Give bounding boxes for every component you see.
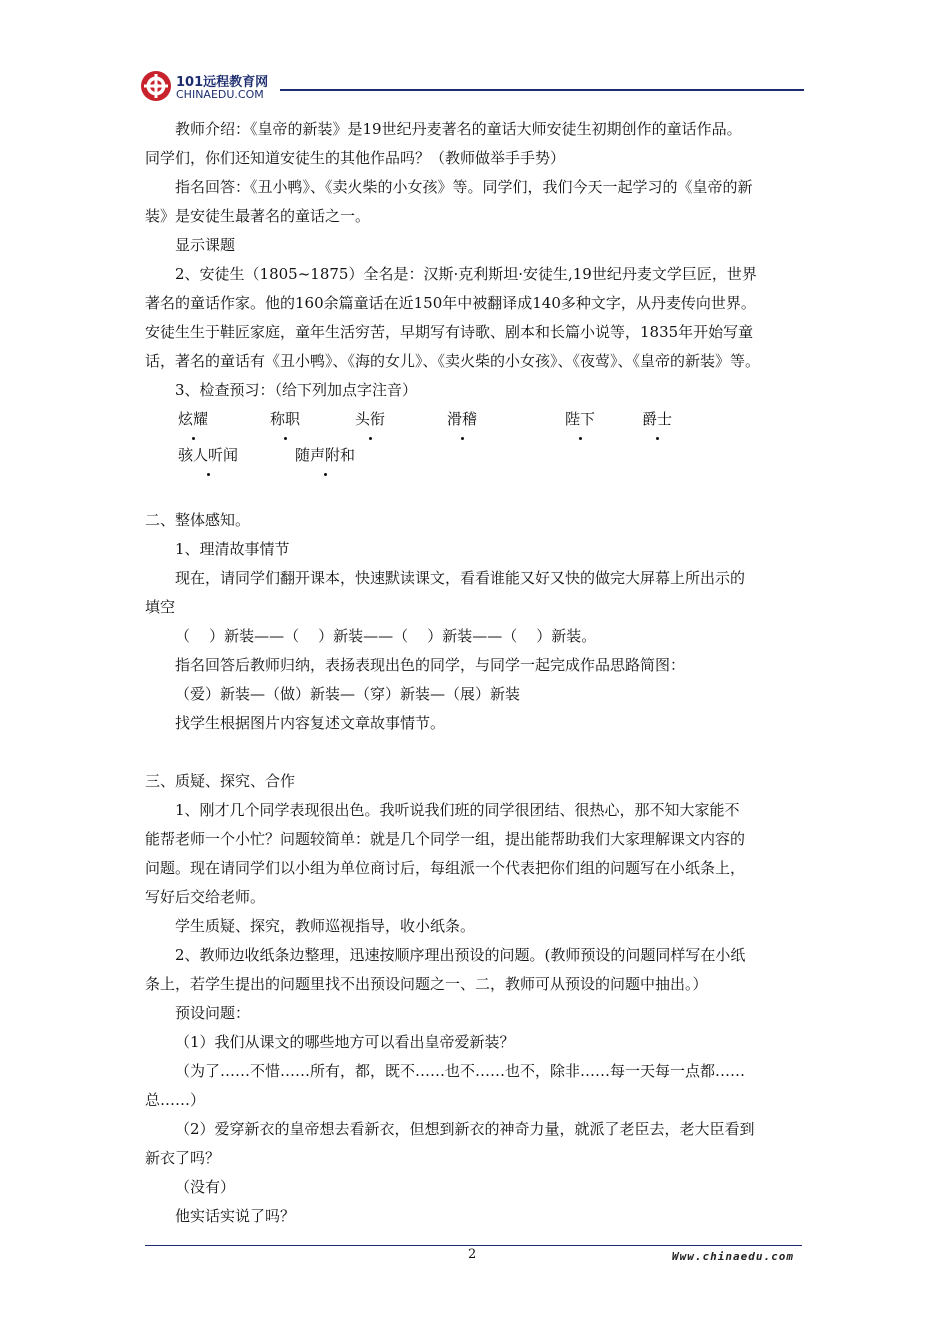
paragraph: 1、理清故事情节 [175, 540, 290, 558]
paragraph: （1）我们从课文的哪些地方可以看出皇帝爱新装？ [175, 1033, 515, 1051]
paragraph: 2、安徒生（1805~1875）全名是：汉斯·克利斯坦·安徒生,19世纪丹麦文学巨匠，世界 [175, 265, 757, 283]
paragraph: （ ）新装——（ ）新装——（ ）新装——（ ）新装。 [175, 627, 597, 645]
logo-chinese-text: 101远程教育网 [176, 75, 269, 90]
paragraph: 显示课题 [175, 236, 236, 254]
paragraph: 写好后交给老师。 [145, 888, 266, 906]
paragraph: 他实话实说了吗？ [175, 1207, 296, 1225]
vocab-word: 炫耀 [178, 405, 208, 434]
paragraph: 话，著名的童话有《丑小鸭》、《海的女儿》、《卖火柴的小女孩》、《夜莺》、《皇帝的新装》等。 [145, 352, 761, 370]
paragraph: 安徒生生于鞋匠家庭，童年生活穷苦，早期写有诗歌、剧本和长篇小说等，1835年开始写童 [145, 323, 754, 341]
vocab-word: 陛下 [565, 405, 595, 434]
vocab-word: 随声附和 [295, 441, 355, 470]
paragraph: （爱）新装—（做）新装—（穿）新装—（展）新装 [175, 685, 521, 703]
paragraph: 指名回答后教师归纳，表扬表现出色的同学，与同学一起完成作品思路简图： [175, 656, 686, 674]
vocab-word: 头衔 [355, 405, 385, 434]
vocab-word: 骇人听闻 [178, 441, 238, 470]
vocab-row [145, 405, 810, 441]
paragraph: 找学生根据图片内容复述文章故事情节。 [175, 714, 446, 732]
paragraph: 能帮老师一个小忙？问题较简单：就是几个同学一组，提出能帮助我们大家理解课文内容的 [145, 830, 746, 848]
paragraph: 指名回答：《丑小鸭》、《卖火柴的小女孩》等。同学们，我们今天一起学习的《皇帝的新 [175, 178, 753, 196]
paragraph: 条上，若学生提出的问题里找不出预设问题之一、二，教师可从预设的问题中抽出。） [145, 975, 708, 993]
paragraph: （为了……不惜……所有，都，既不……也不……也不，除非……每一天每一点都…… [175, 1062, 746, 1080]
logo-emblem-icon [140, 70, 172, 102]
vocab-word: 称职 [270, 405, 300, 434]
paragraph: 问题。现在请同学们以小组为单位商讨后，每组派一个代表把你们组的问题写在小纸条上， [145, 859, 746, 877]
page-number: 2 [468, 1247, 477, 1262]
paragraph: 预设问题： [175, 1004, 251, 1022]
paragraph: 2、教师边收纸条边整理，迅速按顺序理出预设的问题。(教师预设的问题同样写在小纸 [175, 946, 746, 964]
logo-english-text: CHINAEDU.COM [176, 88, 264, 101]
site-logo [140, 68, 280, 104]
paragraph: 同学们，你们还知道安徒生的其他作品吗？（教师做举手手势） [145, 149, 566, 167]
vocab-word: 爵士 [642, 405, 672, 434]
vocab-row [145, 441, 810, 477]
paragraph: 教师介绍：《皇帝的新装》是19世纪丹麦著名的童话大师安徒生初期创作的童话作品。 [175, 120, 742, 138]
section-heading: 三、质疑、探究、合作 [145, 772, 296, 790]
spacer [145, 477, 810, 506]
section-heading: 二、整体感知。 [145, 511, 251, 529]
paragraph: 3、检查预习：（给下列加点字注音） [175, 381, 418, 399]
paragraph: 总……） [145, 1091, 206, 1109]
document-body [145, 115, 810, 1231]
footer-divider [145, 1245, 802, 1246]
spacer [145, 738, 810, 767]
paragraph: 学生质疑、探究，教师巡视指导，收小纸条。 [175, 917, 476, 935]
paragraph: 现在，请同学们翻开课本，快速默读课文，看看谁能又好又快的做完大屏幕上所出示的 [175, 569, 746, 587]
footer-site-url: Www.chinaedu.com [672, 1250, 794, 1263]
paragraph: 著名的童话作家。他的160余篇童话在近150年中被翻译成140多种文字，从丹麦传向世界。 [145, 294, 756, 312]
paragraph: 新衣了吗？ [145, 1149, 221, 1167]
vocab-word: 滑稽 [447, 405, 477, 434]
paragraph: 填空 [145, 598, 176, 616]
paragraph: （没有） [175, 1178, 236, 1196]
paragraph: 1、刚才几个同学表现很出色。我听说我们班的同学很团结、很热心，那不知大家能不 [175, 801, 740, 819]
header-divider [280, 89, 804, 91]
paragraph: 装》是安徒生最著名的童话之一。 [145, 207, 371, 225]
paragraph: （2）爱穿新衣的皇帝想去看新衣，但想到新衣的神奇力量，就派了老臣去，老大臣看到 [175, 1120, 755, 1138]
